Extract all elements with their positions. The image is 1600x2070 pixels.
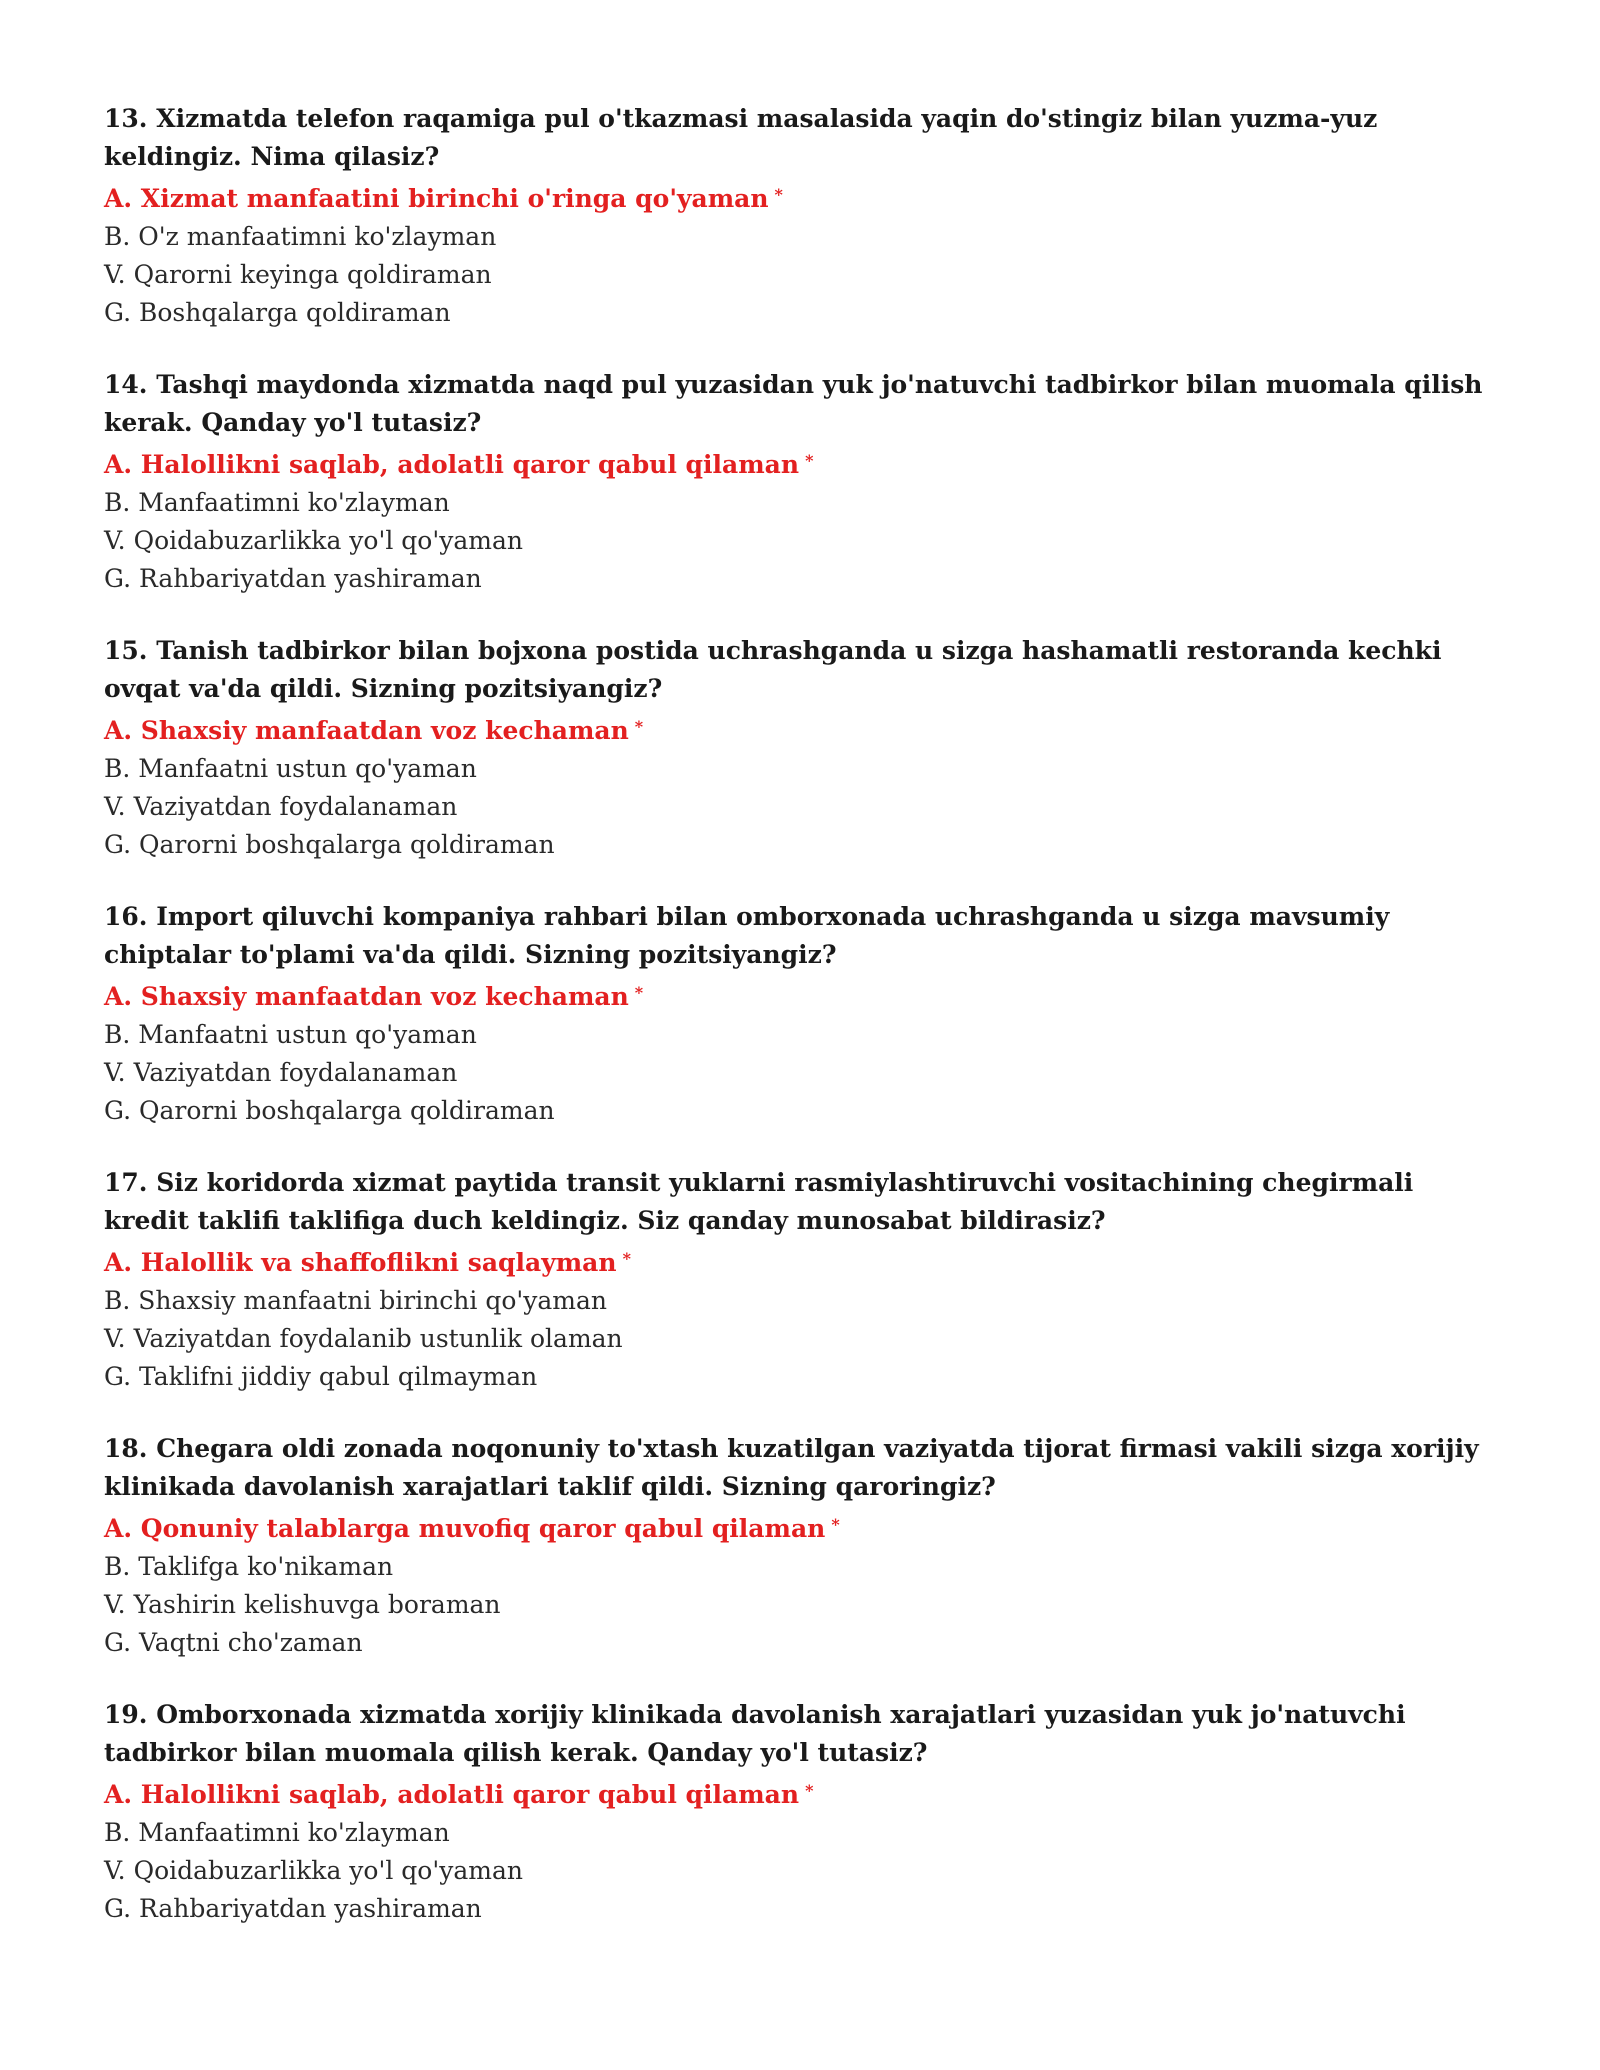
- answer-option-text: B. Manfaatimni ko'zlayman: [104, 1818, 450, 1847]
- answer-option-text: B. O'z manfaatimni ko'zlayman: [104, 222, 497, 251]
- question-block: [104, 632, 1504, 864]
- question-block: [104, 100, 1504, 332]
- answer-option-correct: [104, 1240, 1504, 1282]
- answer-option: [104, 788, 1504, 826]
- answer-option: [104, 1624, 1504, 1662]
- correct-answer-marker: *: [634, 983, 644, 1002]
- answer-option-text: B. Manfaatni ustun qo'yaman: [104, 754, 477, 783]
- answer-option-text: B. Manfaatni ustun qo'yaman: [104, 1020, 477, 1049]
- answer-option-text: V. Vaziyatdan foydalanib ustunlik olaman: [104, 1324, 623, 1353]
- answer-option: [104, 1092, 1504, 1130]
- correct-answer-marker: *: [805, 1781, 814, 1800]
- answer-option-text: A. Halollikni saqlab, adolatli qaror qabul qilaman: [104, 1780, 800, 1809]
- answer-option-text: A. Xizmat manfaatini birinchi o'ringa qo'yaman: [104, 184, 769, 213]
- answer-option-correct: [104, 1506, 1504, 1548]
- question-list: [104, 100, 1504, 1962]
- answer-option-text: V. Qoidabuzarlikka yo'l qo'yaman: [104, 1856, 523, 1885]
- question-text: 13. Xizmatda telefon raqamiga pul o'tkazmasi masalasida yaqin do'stingiz bilan yuzma-yuz keldingiz. Nima qilasiz?: [104, 104, 1378, 171]
- answer-option: [104, 560, 1504, 598]
- correct-answer-marker: *: [634, 717, 644, 736]
- answer-option-text: B. Taklifga ko'nikaman: [104, 1552, 394, 1581]
- answer-option: [104, 218, 1504, 256]
- answer-option-text: B. Manfaatimni ko'zlayman: [104, 488, 450, 517]
- question-text: 14. Tashqi maydonda xizmatda naqd pul yuzasidan yuk jo'natuvchi tadbirkor bilan muomala qilish kerak. Qanday yo'l tutasiz?: [104, 370, 1483, 437]
- question-text: 15. Tanish tadbirkor bilan bojxona postida uchrashganda u sizga hashamatli restoranda kechki ovqat va'da qildi. Sizning pozitsiyangiz?: [104, 636, 1442, 703]
- answer-option: [104, 1814, 1504, 1852]
- question-block: [104, 898, 1504, 1130]
- answer-option-correct: [104, 176, 1504, 218]
- answer-option: [104, 1890, 1504, 1928]
- question-block: [104, 1430, 1504, 1662]
- answer-option: [104, 1586, 1504, 1624]
- answer-option-text: B. Shaxsiy manfaatni birinchi qo'yaman: [104, 1286, 608, 1315]
- question-block: [104, 366, 1504, 598]
- correct-answer-marker: *: [831, 1515, 840, 1534]
- answer-option-text: G. Taklifni jiddiy qabul qilmayman: [104, 1362, 538, 1391]
- answer-option-text: A. Halollikni saqlab, adolatli qaror qabul qilaman: [104, 450, 800, 479]
- correct-answer-marker: *: [805, 451, 814, 470]
- answer-option: [104, 522, 1504, 560]
- answer-option: [104, 256, 1504, 294]
- correct-answer-marker: *: [774, 185, 783, 204]
- answer-option-text: A. Halollik va shaffoflikni saqlayman: [104, 1248, 617, 1277]
- answer-option-text: A. Qonuniy talablarga muvofiq qaror qabul qilaman: [104, 1514, 826, 1543]
- answer-option-correct: [104, 1772, 1504, 1814]
- answer-option-correct: [104, 442, 1504, 484]
- answer-option-text: G. Boshqalarga qoldiraman: [104, 298, 451, 327]
- answer-option: [104, 1320, 1504, 1358]
- answer-option-correct: [104, 974, 1504, 1016]
- answer-option-text: G. Vaqtni cho'zaman: [104, 1628, 363, 1657]
- answer-option-correct: [104, 708, 1504, 750]
- answer-option-text: V. Vaziyatdan foydalanaman: [104, 1058, 458, 1087]
- answer-option: [104, 1016, 1504, 1054]
- answer-option-text: V. Qoidabuzarlikka yo'l qo'yaman: [104, 526, 523, 555]
- answer-option-text: G. Qarorni boshqalarga qoldiraman: [104, 1096, 555, 1125]
- answer-option-text: V. Yashirin kelishuvga boraman: [104, 1590, 501, 1619]
- answer-option-text: G. Rahbariyatdan yashiraman: [104, 564, 482, 593]
- answer-option-text: A. Shaxsiy manfaatdan voz kechaman: [104, 982, 629, 1011]
- answer-option-text: G. Rahbariyatdan yashiraman: [104, 1894, 482, 1923]
- answer-option: [104, 1852, 1504, 1890]
- question-text: 17. Siz koridorda xizmat paytida transit yuklarni rasmiylashtiruvchi vositachining chegirmali kredit taklifi taklifiga duch keldingiz. Siz qanday munosabat bildirasiz?: [104, 1168, 1414, 1235]
- question-text: 19. Omborxonada xizmatda xorijiy klinikada davolanish xarajatlari yuzasidan yuk jo'natuvchi tadbirkor bilan muomala qilish kerak. Qanday yo'l tutasiz?: [104, 1700, 1406, 1767]
- answer-option: [104, 1282, 1504, 1320]
- answer-option: [104, 294, 1504, 332]
- question-block: [104, 1696, 1504, 1928]
- question-block: [104, 1164, 1504, 1396]
- answer-option-text: V. Vaziyatdan foydalanaman: [104, 792, 458, 821]
- answer-option: [104, 826, 1504, 864]
- answer-option-text: G. Qarorni boshqalarga qoldiraman: [104, 830, 555, 859]
- question-text: 16. Import qiluvchi kompaniya rahbari bilan omborxonada uchrashganda u sizga mavsumiy chiptalar to'plami va'da qildi. Sizning pozitsiyangiz?: [104, 902, 1390, 969]
- question-text: 18. Chegara oldi zonada noqonuniy to'xtash kuzatilgan vaziyatda tijorat firmasi vakili sizga xorijiy klinikada davolanish xarajatlari taklif qildi. Sizning qaroringiz?: [104, 1434, 1479, 1501]
- answer-option-text: V. Qarorni keyinga qoldiraman: [104, 260, 492, 289]
- answer-option: [104, 484, 1504, 522]
- answer-option-text: A. Shaxsiy manfaatdan voz kechaman: [104, 716, 629, 745]
- correct-answer-marker: *: [622, 1249, 631, 1268]
- answer-option: [104, 750, 1504, 788]
- answer-option: [104, 1054, 1504, 1092]
- answer-option: [104, 1548, 1504, 1586]
- answer-option: [104, 1358, 1504, 1396]
